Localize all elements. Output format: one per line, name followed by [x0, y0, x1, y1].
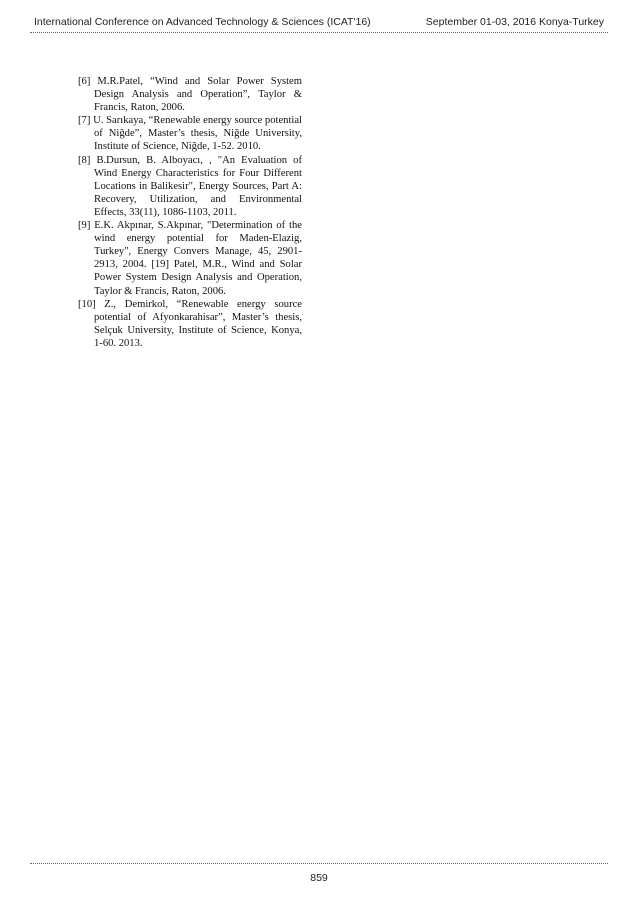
footer-divider: [30, 863, 608, 864]
reference-item: [8] B.Dursun, B. Alboyacı, , "An Evaluation of Wind Energy Characteristics for Four Different Locations in Balikesir", Energy Sources, Part A: Recovery, Utilization, and Environmental Effects, 33(11), 1086-1103, 2011.: [78, 154, 302, 218]
reference-item: [9] E.K. Akpınar, S.Akpınar, "Determination of the wind energy potential for Maden-Elazig, Turkey", Energy Convers Manage, 45, 2901-2913, 2004. [19] Patel, M.R., Wind and Solar Power System Design Analysis and Operation, Taylor & Francis, Raton, 2006.: [78, 220, 302, 297]
page-number: 859: [310, 872, 328, 884]
page-header: [30, 16, 608, 33]
reference-item: [10] Z., Demirkol, “Renewable energy source potential of Afyonkarahisar”, Master’s thesis, Selçuk University, Institute of Science, Konya, 1-60. 2013.: [78, 298, 302, 349]
conference-date-location: September 01-03, 2016 Konya-Turkey: [425, 16, 604, 28]
reference-list: [78, 75, 302, 350]
reference-item: [6] M.R.Patel, “Wind and Solar Power System Design Analysis and Operation”, Taylor & Francis, Raton, 2006.: [78, 76, 302, 114]
conference-title: International Conference on Advanced Technology & Sciences (ICAT'16): [34, 16, 371, 28]
reference-item: [7] U. Sarıkaya, “Renewable energy source potential of Niğde”, Master’s thesis, Niğde University, Institute of Science, Niğde, 1-52. 2010.: [78, 115, 302, 153]
